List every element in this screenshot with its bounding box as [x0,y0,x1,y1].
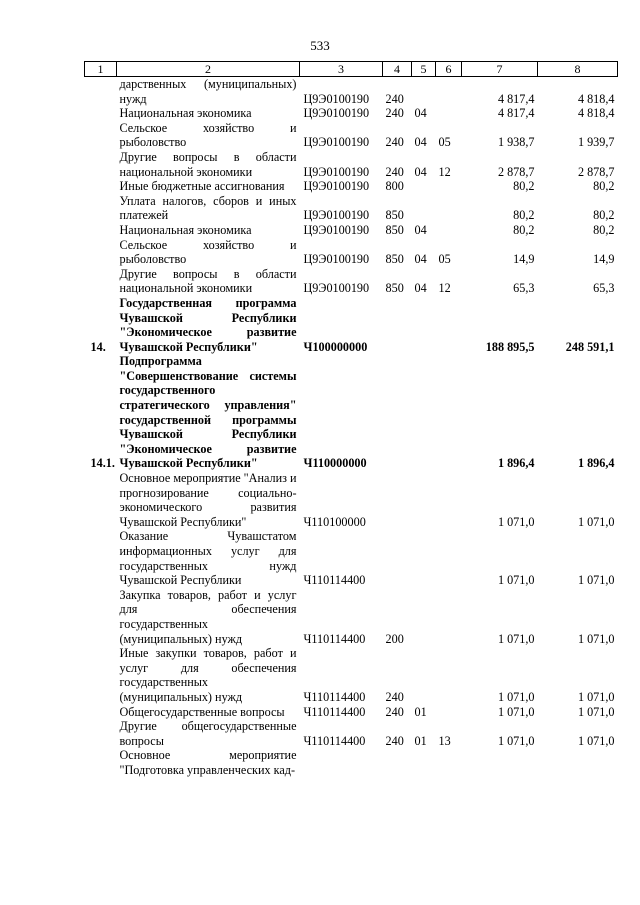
amount-year-1-cell: 14,9 [513,252,535,267]
table-row [85,646,618,704]
item-name-cell: Другие общегосударственные вопросы [119,719,297,748]
row-number-cell [85,529,117,587]
table-row [85,529,618,587]
page-number: 533 [310,38,330,53]
amount-year-1-cell: 2 878,7 [497,164,535,179]
amount-year-1-cell: 80,2 [513,179,535,194]
subsection-cell [436,77,462,107]
row-number-cell [85,719,117,748]
column-number-8: 8 [538,62,618,77]
item-name-cell: Национальная экономика [119,106,252,121]
target-article-code-cell: Ц9Э0100190 [303,91,370,106]
amount-year-1-cell: 1 071,0 [497,689,535,704]
amount-year-2-cell: 1 071,0 [577,733,615,748]
expense-type-cell [383,354,412,471]
subsection-cell [436,223,462,238]
target-article-code-cell: Ч100000000 [303,339,368,354]
expense-type-cell: 200 [385,631,404,646]
expense-type-cell: 800 [385,179,404,194]
target-article-code-cell: Ц9Э0100190 [303,179,370,194]
expense-type-cell: 240 [385,164,404,179]
row-number-cell [85,121,117,150]
column-number-7: 7 [462,62,538,77]
table-row [85,223,618,238]
column-number-3: 3 [300,62,383,77]
amount-year-2-cell: 65,3 [593,281,615,296]
table-row [85,121,618,150]
section-cell [412,77,436,107]
table-row [85,296,618,354]
expense-type-cell [383,748,412,777]
section-cell [412,354,436,471]
amount-year-2-cell: 80,2 [593,179,615,194]
column-number-4: 4 [383,62,412,77]
section-cell: 04 [414,252,427,267]
table-row [85,77,618,107]
row-number-cell [85,106,117,121]
expense-type-cell: 240 [385,704,404,719]
target-article-code-cell: Ч110114400 [303,704,366,719]
item-name-cell: Государственная программа Чувашской Республики "Экономическое развитие Чувашской Республики" [119,295,297,354]
amount-year-2-cell: 1 071,0 [577,689,615,704]
amount-year-1-cell: 80,2 [513,208,535,223]
amount-year-1-cell: 1 896,4 [497,456,535,471]
row-number-cell [85,223,117,238]
amount-year-1-cell: 1 071,0 [497,514,535,529]
row-number-cell [85,646,117,704]
subsection-cell: 13 [438,733,451,748]
row-number-cell [85,267,117,296]
row-number-cell [85,238,117,267]
table-row [85,748,618,777]
row-number-cell [85,194,117,223]
target-article-code-cell: Ц9Э0100190 [303,164,370,179]
expense-type-cell: 850 [385,252,404,267]
subsection-cell [436,179,462,194]
row-number-cell [85,150,117,179]
item-name-cell: Подпрограмма "Совершенствование системы государственного стратегического управления" государственной программы Чувашской Республики "Экономическое развитие Чувашской Республики" [119,354,297,471]
amount-year-1-cell: 188 895,5 [485,339,535,354]
table-row [85,588,618,646]
section-cell: 04 [414,281,427,296]
section-cell [412,296,436,354]
section-cell: 04 [414,164,427,179]
item-name-cell: Иные бюджетные ассигнования [119,179,285,194]
subsection-cell [436,705,462,720]
amount-year-2-cell: 2 878,7 [577,164,615,179]
section-cell: 04 [414,106,427,121]
subsection-cell [436,296,462,354]
expense-type-cell: 240 [385,689,404,704]
table-row [85,194,618,223]
amount-year-2-cell: 14,9 [593,252,615,267]
amount-year-1-cell: 1 071,0 [497,704,535,719]
section-cell: 04 [414,135,427,150]
target-article-code-cell: Ц9Э0100190 [303,252,370,267]
target-article-code-cell: Ч110114400 [303,689,366,704]
item-name-cell: Основное мероприятие "Подготовка управленческих кад- [119,748,297,777]
section-cell [412,646,436,704]
expense-type-cell [383,296,412,354]
amount-year-1-cell: 1 071,0 [497,631,535,646]
target-article-code-cell: Ч110114400 [303,573,366,588]
subsection-cell [436,106,462,121]
expense-type-cell: 240 [385,733,404,748]
item-name-cell: Другие вопросы в области национальной экономики [119,149,297,179]
item-name-cell: Закупка товаров, работ и услуг для обеспечения государственных (муниципальных) нужд [119,587,297,646]
item-name-cell: Иные закупки товаров, работ и услуг для обеспечения государственных (муниципальных) нужд [119,646,297,704]
subsection-cell [436,194,462,223]
item-name-cell: Уплата налогов, сборов и иных платежей [119,193,297,223]
table-row [85,106,618,121]
column-number-header-row [85,62,618,77]
section-cell: 01 [414,704,427,719]
column-number-1: 1 [85,62,117,77]
row-number-cell [85,471,117,529]
subsection-cell: 05 [438,252,451,267]
amount-year-2-cell: 1 071,0 [577,573,615,588]
subsection-cell: 05 [438,135,451,150]
amount-year-2-cell: 248 591,1 [565,339,615,354]
row-number-cell [85,179,117,194]
table-row [85,267,618,296]
amount-year-1-cell: 4 817,4 [497,91,535,106]
amount-year-2-cell: 80,2 [593,222,615,237]
expense-type-cell: 240 [385,106,404,121]
expense-type-cell [383,471,412,529]
row-number-cell: 14. [90,339,106,354]
subsection-cell [436,354,462,471]
subsection-cell [436,646,462,704]
target-article-code-cell: Ц9Э0100190 [303,208,370,223]
section-cell: 04 [414,222,427,237]
amount-year-1-cell: 65,3 [513,281,535,296]
target-article-code-cell [300,748,383,777]
item-name-cell: Общегосударственные вопросы [119,704,285,719]
item-name-cell: Оказание Чувашстатом информационных услуг для государственных нужд Чувашской Республики [119,529,297,588]
table-row [85,354,618,471]
expense-type-cell [383,529,412,587]
expense-type-cell: 240 [385,91,404,106]
item-name-cell: Основное мероприятие "Анализ и прогнозирование социально-экономического развития Чувашской Республики" [119,471,297,529]
target-article-code-cell: Ч110114400 [303,733,366,748]
section-cell [412,471,436,529]
column-number-2: 2 [117,62,300,77]
amount-year-2-cell: 1 071,0 [577,704,615,719]
item-name-cell: Национальная экономика [119,222,252,237]
table-row [85,150,618,179]
amount-year-1-cell: 80,2 [513,222,535,237]
amount-year-2-cell: 4 818,4 [577,91,615,106]
row-number-cell: 14.1. [90,456,115,471]
row-number-cell [85,748,117,777]
amount-year-1-cell: 4 817,4 [497,106,535,121]
subsection-cell: 12 [438,164,451,179]
subsection-cell [436,471,462,529]
column-number-6: 6 [436,62,462,77]
expense-type-cell: 850 [385,281,404,296]
row-number-cell [85,705,117,720]
table-row [85,238,618,267]
subsection-cell [436,529,462,587]
item-name-cell: дарственных (муниципальных) нужд [119,77,297,106]
section-cell [412,194,436,223]
target-article-code-cell: Ц9Э0100190 [303,281,370,296]
table-row [85,705,618,720]
amount-year-2-cell: 1 939,7 [577,135,615,150]
expense-type-cell: 850 [385,208,404,223]
target-article-code-cell: Ч110114400 [303,631,366,646]
amount-year-1-cell: 1 938,7 [497,135,535,150]
row-number-cell [85,77,117,107]
amount-year-2-cell: 80,2 [593,208,615,223]
section-cell [412,529,436,587]
item-name-cell: Сельское хозяйство и рыболовство [119,120,297,150]
table-row [85,471,618,529]
target-article-code-cell: Ч110100000 [303,514,366,529]
section-cell [412,179,436,194]
column-number-5: 5 [412,62,436,77]
budget-table [84,61,618,778]
amount-year-2-cell: 1 896,4 [577,456,615,471]
amount-year-1-cell: 1 071,0 [497,573,535,588]
table-row [85,719,618,748]
amount-year-1-cell [462,748,538,777]
item-name-cell: Сельское хозяйство и рыболовство [119,237,297,267]
expense-type-cell: 850 [385,222,404,237]
subsection-cell: 12 [438,281,451,296]
amount-year-2-cell: 1 071,0 [577,514,615,529]
expense-type-cell: 240 [385,135,404,150]
target-article-code-cell: Ч110000000 [303,456,367,471]
target-article-code-cell: Ц9Э0100190 [303,106,370,121]
amount-year-2-cell [538,748,618,777]
target-article-code-cell: Ц9Э0100190 [303,135,370,150]
amount-year-2-cell: 4 818,4 [577,106,615,121]
table-body [85,77,618,778]
section-cell [412,588,436,646]
amount-year-2-cell: 1 071,0 [577,631,615,646]
section-cell: 01 [414,733,427,748]
subsection-cell [436,748,462,777]
table-row [85,179,618,194]
item-name-cell: Другие вопросы в области национальной экономики [119,266,297,296]
section-cell [412,748,436,777]
target-article-code-cell: Ц9Э0100190 [303,222,370,237]
row-number-cell [85,588,117,646]
amount-year-1-cell: 1 071,0 [497,733,535,748]
subsection-cell [436,588,462,646]
